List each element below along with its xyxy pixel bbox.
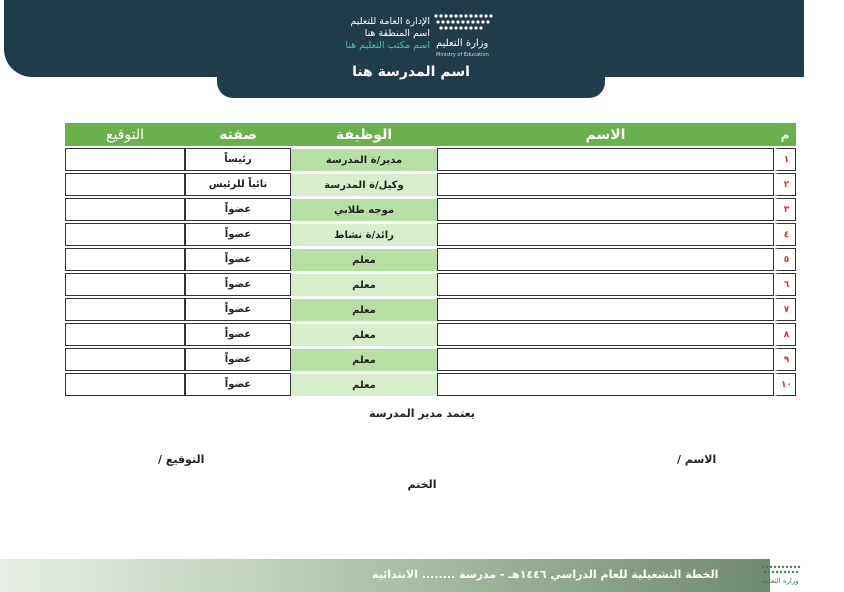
- footer-logo-text: وزارة التعليم: [762, 577, 799, 585]
- ministry-name-ar: وزارة التعليم: [436, 38, 489, 49]
- table-row: [65, 348, 796, 371]
- table-row: [65, 298, 796, 321]
- row-number: ٨: [774, 323, 796, 346]
- row-number: ٣: [774, 198, 796, 221]
- job-cell: معلم: [291, 298, 437, 321]
- col-header-num: م: [774, 123, 796, 146]
- stamp-label: الختم: [407, 478, 437, 491]
- signature-cell[interactable]: [65, 273, 185, 296]
- footer-logo-icon: [760, 564, 804, 578]
- signature-cell[interactable]: [65, 198, 185, 221]
- signature-cell[interactable]: [65, 348, 185, 371]
- col-header-name: الاسم: [437, 123, 774, 146]
- role-cell: عضواً: [185, 223, 291, 246]
- office-line: اسم مكتب التعليم هنا: [345, 40, 430, 51]
- role-cell: عضواً: [185, 323, 291, 346]
- col-header-job: الوظيفة: [291, 123, 437, 146]
- job-cell: رائد/ة نشاط: [291, 223, 437, 246]
- row-number: ٥: [774, 248, 796, 271]
- row-number: ٢: [774, 173, 796, 196]
- ministry-name-en: Ministry of Education: [436, 52, 489, 58]
- table-row: [65, 173, 796, 196]
- table-row: [65, 223, 796, 246]
- school-name: اسم المدرسة هنا: [352, 64, 470, 80]
- name-cell[interactable]: [437, 373, 774, 396]
- role-cell: عضواً: [185, 348, 291, 371]
- job-cell: موجه طلابي: [291, 198, 437, 221]
- table-row: [65, 248, 796, 271]
- signature-cell[interactable]: [65, 298, 185, 321]
- role-cell: رئيساً: [185, 148, 291, 171]
- role-cell: عضواً: [185, 373, 291, 396]
- role-cell: عضواً: [185, 248, 291, 271]
- approval-text: يعتمد مدير المدرسة: [369, 407, 475, 420]
- name-cell[interactable]: [437, 173, 774, 196]
- region-line: اسم المنطقة هنا: [364, 28, 430, 39]
- row-number: ٩: [774, 348, 796, 371]
- job-cell: مدير/ة المدرسة: [291, 148, 437, 171]
- table-row: [65, 273, 796, 296]
- approver-signature-label: التوقيع /: [158, 453, 205, 466]
- row-number: ٤: [774, 223, 796, 246]
- job-cell: معلم: [291, 373, 437, 396]
- table-row: [65, 323, 796, 346]
- role-cell: نائباً للرئيس: [185, 173, 291, 196]
- signature-cell[interactable]: [65, 148, 185, 171]
- job-cell: معلم: [291, 348, 437, 371]
- table-row: [65, 198, 796, 221]
- signature-cell[interactable]: [65, 373, 185, 396]
- administration-info: [270, 16, 430, 52]
- job-cell: معلم: [291, 323, 437, 346]
- table-row: [65, 148, 796, 171]
- role-cell: عضواً: [185, 198, 291, 221]
- row-number: ٧: [774, 298, 796, 321]
- ministry-logo: [432, 12, 502, 62]
- row-number: ١٠: [774, 373, 796, 396]
- committee-table: [65, 121, 796, 398]
- name-cell[interactable]: [437, 348, 774, 371]
- name-cell[interactable]: [437, 323, 774, 346]
- row-number: ٦: [774, 273, 796, 296]
- job-cell: معلم: [291, 273, 437, 296]
- name-cell[interactable]: [437, 148, 774, 171]
- table-row: [65, 373, 796, 396]
- admin-line: الإدارة العامة للتعليم: [350, 16, 430, 27]
- role-cell: عضواً: [185, 273, 291, 296]
- approver-name-label: الاسم /: [677, 453, 717, 466]
- job-cell: وكيل/ة المدرسة: [291, 173, 437, 196]
- table-header-row: [65, 123, 796, 146]
- ministry-logo-icon: [432, 12, 494, 36]
- signature-cell[interactable]: [65, 323, 185, 346]
- col-header-sign: التوقيع: [65, 123, 185, 146]
- name-cell[interactable]: [437, 198, 774, 221]
- signature-cell[interactable]: [65, 248, 185, 271]
- footer-text: الخطة التشغيلية للعام الدراسي ١٤٤٦هـ - مدرسة ........ الابتدائية: [372, 568, 719, 581]
- name-cell[interactable]: [437, 298, 774, 321]
- signature-cell[interactable]: [65, 223, 185, 246]
- col-header-role: صفته: [185, 123, 291, 146]
- row-number: ١: [774, 148, 796, 171]
- signature-cell[interactable]: [65, 173, 185, 196]
- footer-ministry-logo: [760, 563, 830, 591]
- job-cell: معلم: [291, 248, 437, 271]
- name-cell[interactable]: [437, 223, 774, 246]
- name-cell[interactable]: [437, 248, 774, 271]
- name-cell[interactable]: [437, 273, 774, 296]
- role-cell: عضواً: [185, 298, 291, 321]
